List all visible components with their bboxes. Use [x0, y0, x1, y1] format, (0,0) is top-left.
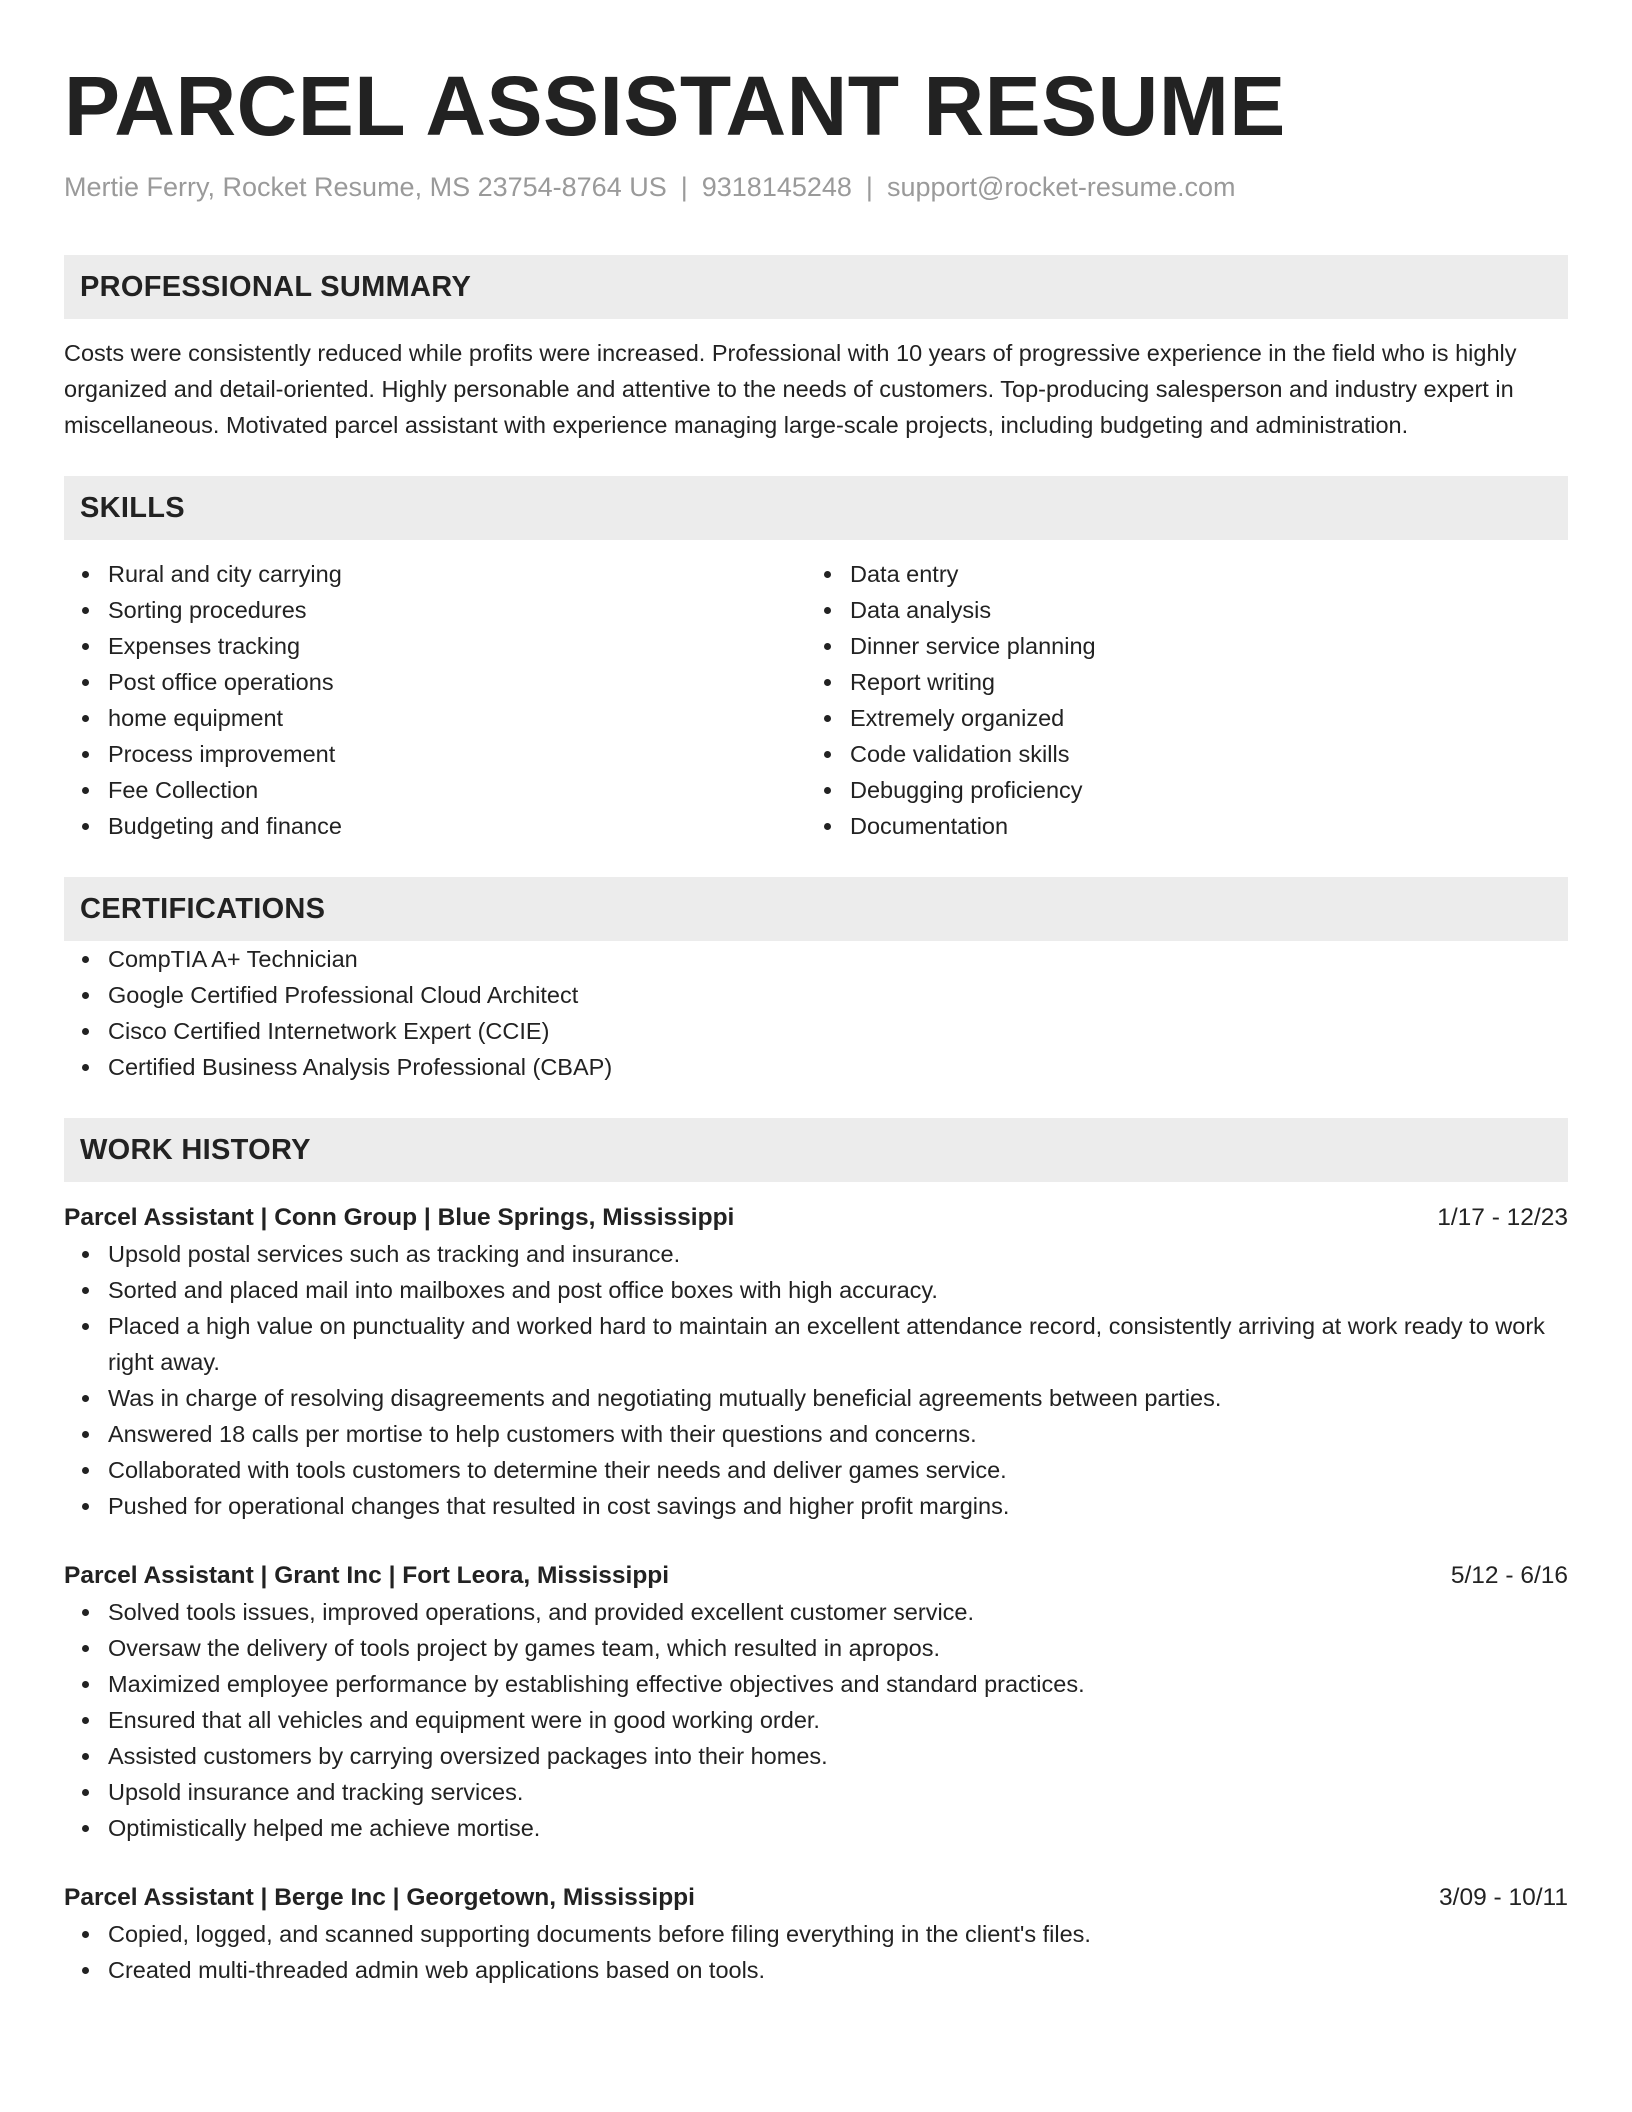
job-duty: Oversaw the delivery of tools project by games team, which resulted in apropos.: [108, 1630, 1568, 1666]
contact-line: [64, 170, 1568, 204]
skill-item: Data entry: [850, 556, 1548, 592]
contact-address: Mertie Ferry, Rocket Resume, MS 23754-8764 US: [64, 172, 667, 202]
section-header-work-history: WORK HISTORY: [64, 1118, 1568, 1182]
skill-item: Dinner service planning: [850, 628, 1548, 664]
job-duty: Solved tools issues, improved operations, and provided excellent customer service.: [108, 1594, 1568, 1630]
job-duty: Collaborated with tools customers to determine their needs and deliver games service.: [108, 1452, 1568, 1488]
contact-separator: |: [865, 172, 873, 202]
job-dates: 1/17 - 12/23: [1437, 1204, 1568, 1231]
contact-separator: |: [680, 172, 688, 202]
skill-item: Extremely organized: [850, 700, 1548, 736]
certifications-list: [64, 941, 1568, 1085]
skills-column-left: [64, 556, 806, 844]
certification-item: Cisco Certified Internetwork Expert (CCIE): [108, 1013, 1568, 1049]
job-duty: Placed a high value on punctuality and worked hard to maintain an excellent attendance record, consistently arriving at work ready to work right away.: [108, 1308, 1568, 1380]
skill-item: Post office operations: [108, 664, 806, 700]
section-header-certifications: CERTIFICATIONS: [64, 877, 1568, 941]
skill-item: Code validation skills: [850, 736, 1548, 772]
job-duty: Upsold insurance and tracking services.: [108, 1774, 1568, 1810]
job-duty: Copied, logged, and scanned supporting documents before filing everything in the client's files.: [108, 1916, 1568, 1952]
job-title: Parcel Assistant | Conn Group | Blue Springs, Mississippi: [64, 1204, 735, 1231]
certification-item: Certified Business Analysis Professional (CBAP): [108, 1049, 1568, 1085]
skill-item: Data analysis: [850, 592, 1548, 628]
job-header: [64, 1880, 1568, 1916]
job-duty: Optimistically helped me achieve mortise.: [108, 1810, 1568, 1846]
skill-item: Budgeting and finance: [108, 808, 806, 844]
job-entry: [64, 1558, 1568, 1846]
job-duty: Upsold postal services such as tracking and insurance.: [108, 1236, 1568, 1272]
section-header-skills: SKILLS: [64, 476, 1568, 540]
job-duties-list: [64, 1916, 1568, 1988]
job-duty: Ensured that all vehicles and equipment were in good working order.: [108, 1702, 1568, 1738]
job-header: [64, 1200, 1568, 1236]
skills-list-left: [64, 556, 806, 844]
resume-title: PARCEL ASSISTANT RESUME: [64, 59, 1286, 153]
skill-item: Report writing: [850, 664, 1548, 700]
skill-item: Sorting procedures: [108, 592, 806, 628]
job-duty: Maximized employee performance by establishing effective objectives and standard practices.: [108, 1666, 1568, 1702]
job-entry: [64, 1200, 1568, 1524]
section-header-summary: PROFESSIONAL SUMMARY: [64, 255, 1568, 319]
job-dates: 5/12 - 6/16: [1450, 1562, 1568, 1589]
job-duty: Assisted customers by carrying oversized packages into their homes.: [108, 1738, 1568, 1774]
skills-list-right: [806, 556, 1548, 844]
job-duties-list: [64, 1236, 1568, 1524]
job-header: [64, 1558, 1568, 1594]
job-dates: 3/09 - 10/11: [1439, 1884, 1568, 1911]
skill-item: Rural and city carrying: [108, 556, 806, 592]
skill-item: Fee Collection: [108, 772, 806, 808]
contact-phone: 9318145248: [701, 172, 852, 202]
skill-item: Debugging proficiency: [850, 772, 1548, 808]
skill-item: Process improvement: [108, 736, 806, 772]
certification-item: CompTIA A+ Technician: [108, 941, 1568, 977]
job-duty: Answered 18 calls per mortise to help customers with their questions and concerns.: [108, 1416, 1568, 1452]
job-title: Parcel Assistant | Grant Inc | Fort Leora, Mississippi: [64, 1562, 670, 1589]
skill-item: Expenses tracking: [108, 628, 806, 664]
job-duty: Sorted and placed mail into mailboxes and post office boxes with high accuracy.: [108, 1272, 1568, 1308]
skills-column-right: [806, 556, 1548, 844]
skill-item: Documentation: [850, 808, 1548, 844]
job-duty: Pushed for operational changes that resulted in cost savings and higher profit margins.: [108, 1488, 1568, 1524]
contact-email: support@rocket-resume.com: [886, 172, 1236, 202]
job-title: Parcel Assistant | Berge Inc | Georgetown, Mississippi: [64, 1884, 695, 1911]
job-entry: [64, 1880, 1568, 1988]
job-duty: Was in charge of resolving disagreements and negotiating mutually beneficial agreements between parties.: [108, 1380, 1568, 1416]
skill-item: home equipment: [108, 700, 806, 736]
job-duties-list: [64, 1594, 1568, 1846]
summary-text: Costs were consistently reduced while profits were increased. Professional with 10 years of progressive experience in the field who is highly organized and detail-oriented. Highly personable and attentive to the needs of customers. Top-producing salesperson and industry expert in miscellaneous. Motivated parcel assistant with experience managing large-scale projects, including budgeting and administration.: [64, 340, 1517, 438]
skills-grid: [64, 556, 1568, 844]
certification-item: Google Certified Professional Cloud Architect: [108, 977, 1568, 1013]
job-duty: Created multi-threaded admin web applications based on tools.: [108, 1952, 1568, 1988]
